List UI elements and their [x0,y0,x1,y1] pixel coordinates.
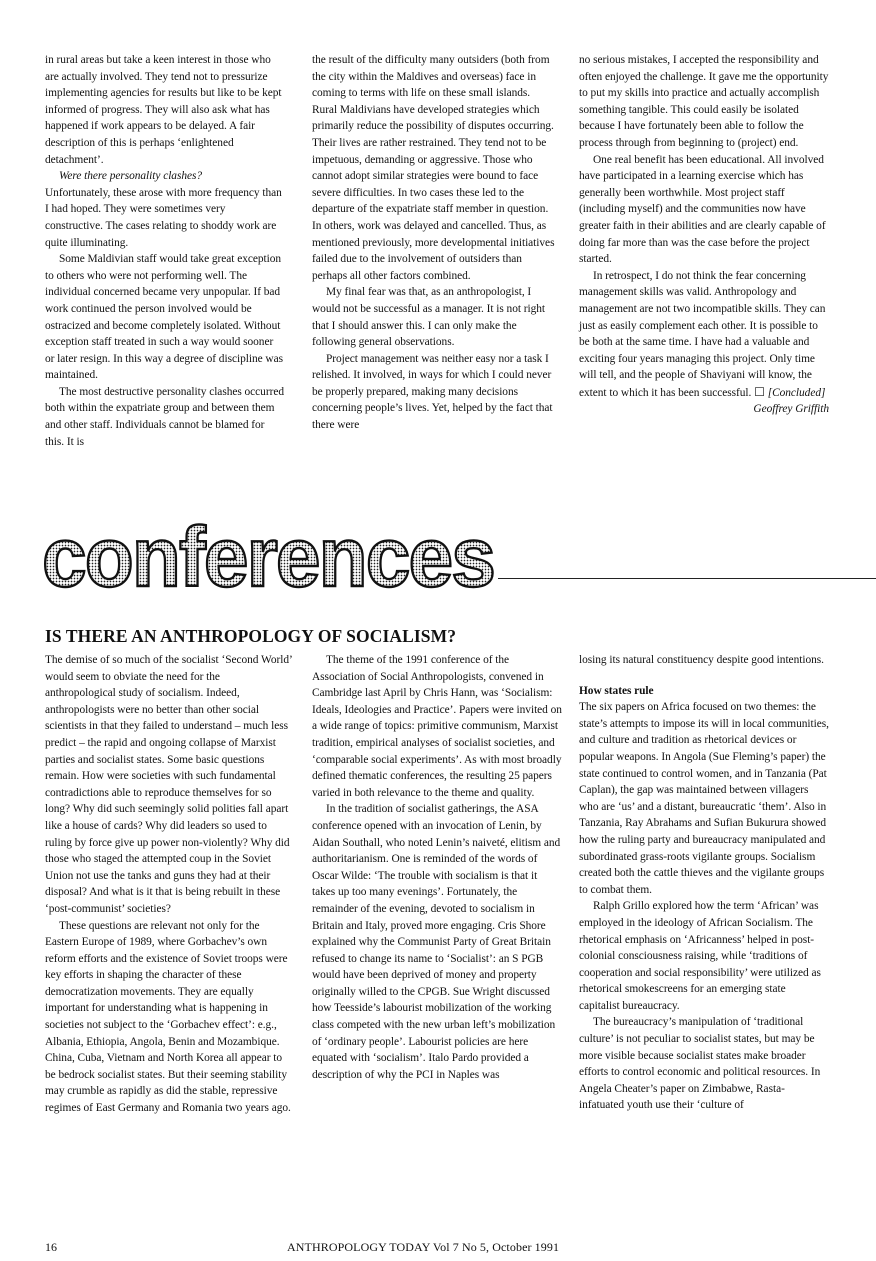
bottom-article-column-3 [579,652,829,1114]
paragraph: Ralph Grillo explored how the term ‘African’ was employed in the ideology of African Socialism. The rhetorical emphasis on ‘Africanness’ helped in post-colonial consciousness raising, while ‘traditions of cooperation and social responsibility’ were utilized as rhetorical smokescreens for an emerging state capitalist bureaucracy. [579,900,821,1012]
bottom-article-column-2 [312,652,562,1083]
subheading: How states rule [579,684,654,697]
concluded-note: [Concluded] [767,386,826,399]
journal-footer: ANTHROPOLOGY TODAY Vol 7 No 5, October 1991 [287,1240,560,1254]
conferences-banner-text: conferences [42,510,494,600]
section-rule [498,578,876,579]
top-article-column-3-body [579,52,829,401]
paragraph: Project management was neither easy nor a task I relished. It involved, in ways for which I could never be properly prepared, making many decisions concerning people’s lives. Yet, helped by the fact that there were [312,352,553,432]
paragraph: In the tradition of socialist gatherings, the ASA conference opened with an invocation of Lenin, by Aidan Southall, who noted Lenin’s naiveté, elitism and authoritarianism. One is reminded of the words of Oscar Wilde: ‘The trouble with socialism is that it takes up too many evenings’. Fortunately, the remainder of the evening, devoted to socialism in Britain and Italy, proved more engaging. Cris Shore explained why the Communist Party of Great Britain refused to change its name to ‘Socialist’: an S PGB would have been deprived of money and property originally willed to the CPGB. Sue Wright discussed how Teesside’s labourist mobilization of the working class competed with the new urban left’s mobilization of ‘ordinary people’. Labourist policies are here equated with ‘socialism’. Italo Pardo provided a description of why the PCI in Naples was [312,803,561,1081]
paragraph: Unfortunately, these arose with more frequency than I had hoped. They were sometimes very constructive. The cases relating to shoddy work are quite illuminating. [45,186,282,249]
paragraph: The most destructive personality clashes occurred both within the expatriate group and between them and other staff. Individuals cannot be blamed for this. It is [45,385,284,448]
paragraph: no serious mistakes, I accepted the responsibility and often enjoyed the challenge. It gave me the opportunity to put my skills into practice and actually accomplish something tangible. This could easily be isolated because I have fortunately been able to follow the process through from beginning to (project) end. [579,54,829,149]
conferences-section-banner [40,508,876,600]
paragraph: the result of the difficulty many outsiders (both from the city within the Maldives and overseas) face in coming to terms with life on these small islands. Rural Maldivians have developed strategies which primarily reduce the possibility of disputes occurring. Their lives are rather restrained. They tend not to be impetuous, demanding or aggressive. Those who cannot adopt similar strategies were bound to face severe difficulties. In two cases these led to the departure of the expatriate staff member in question. In others, work was delayed and cancelled. Thus, as mentioned previously, more developmental initiatives failed due to the involvement of outsiders than perhaps all other factors combined. [312,54,555,282]
paragraph: My final fear was that, as an anthropologist, I would not be successful as a manager. It is not right that I should answer this. I can only make the following general observations. [312,286,546,349]
paragraph: losing its natural constituency despite good intentions. [579,654,824,666]
article-headline: IS THERE AN ANTHROPOLOGY OF SOCIALISM? [45,626,457,646]
paragraph: The theme of the 1991 conference of the Association of Social Anthropologists, convened in Cambridge last April by Chris Hann, was ‘Socialism: Ideals, Ideologies and Practice’. Papers were invited on a wide range of topics: primitive communism, Marxist tradition, empirical analyses of socialist societies, and ‘comparable social experiments’. As with most broadly defined thematic conferences, the resulting 25 papers varied in both relevance to the theme and quality. [312,654,562,799]
top-article-column-2 [312,52,556,434]
paragraph: Were there personality clashes? [59,170,203,183]
author-signature: Geoffrey Griffith [753,403,829,416]
paragraph: The demise of so much of the socialist ‘Second World’ would seem to obviate the need for the anthropological study of socialism. Indeed, anthropologists were no better than other social scientists in that they failed to understand – much less predict – the rapid and ongoing collapse of Marxist parties and socialist states. Some basic questions remain. How were societies with such fundamental contradictions able to reproduce themselves for so long? Why did such seemingly solid polities fall apart like a house of cards? Why did leaders so used to ruling by force give up power non-violently? Why did those who staged the attempted coup in the Soviet Union not use the tanks and guns they had at their disposal? And what is it that is being rebuilt in these ‘post-communist’ societies? [45,654,292,915]
paragraph: in rural areas but take a keen interest in those who are actually involved. They tend not to pressurize implementing agencies for results but like to be kept informed of progress. They will also ask what has happened if work appears to be delayed. A fair description of this is perhaps ‘enlightened detachment’. [45,54,282,166]
top-article-column-1 [45,52,285,450]
paragraph: One real benefit has been educational. All involved have participated in a learning exercise which has generally been worthwhile. Most project staff (including myself) and the communities now have greater faith in their abilities and are clearly capable of doing far more than was the case before the project started. [579,153,826,266]
paragraph: In retrospect, I do not think the fear concerning management skills was valid. Anthropology and management are not two incompatible skills. They can just as easily complement each other. It is possible to be both at the same time. I have had a valuable and exciting four years managing this project. Only time will tell, and the people of Shaviyani will know, the extent to which it has been successful. ☐ [Concluded] [579,269,826,399]
page-number: 16 [45,1240,57,1254]
paragraph: Some Maldivian staff would take great exception to others who were not performing well. The individual concerned became very unpopular. If bad work continued the person involved would be ostracized and become completely isolated. Without exception staff treated in such a way would sooner or later resign. In this way a degree of discipline was maintained. [45,253,283,382]
bottom-article-column-1 [45,652,293,1117]
end-of-article-mark: ☐ [754,384,765,399]
top-article-column-3 [579,52,829,418]
paragraph: The bureaucracy’s manipulation of ‘traditional culture’ is not peculiar to socialist states, but may be more visible because socialist states make broader efforts to control economic and political resources. In Angela Cheater’s paper on Zimbabwe, Rasta-infatuated youth use their ‘culture of [579,1016,821,1112]
paragraph: These questions are relevant not only for the Eastern Europe of 1989, where Gorbachev’s own reform efforts and the existence of Soviet troops were key efforts in shaping the character of these democratization movements. They are equally important for understanding what is happening in societies not subject to the ‘Gorbachev effect’: e.g., Albania, Ethiopia, Angola, Benin and Mozambique. China, Cuba, Vietnam and North Korea all appear to be bedrock socialist states. But their seeming stability may crumble as rapidly as did the stable, repressive regimes of East Germany and Romania two years ago. [45,919,291,1115]
paragraph: The six papers on Africa focused on two themes: the state’s attempts to impose its will in local communities, and culture and tradition as rhetorical devices or popular weapons. In Angola (Sue Fleming’s paper) the state continued to control women, and in Tanzania (Pat Caplan), the gap was maintained between villagers who are ‘us’ and a distant, bureaucratic ‘them’. Also in Tanzania, Ray Abrahams and Sufian Bukurura showed how the ruling party and bureaucracy manipulated and subordinated grass-roots vigilante groups. Socialism created both the cattle thieves and the vigilante groups to combat them. [579,701,829,896]
